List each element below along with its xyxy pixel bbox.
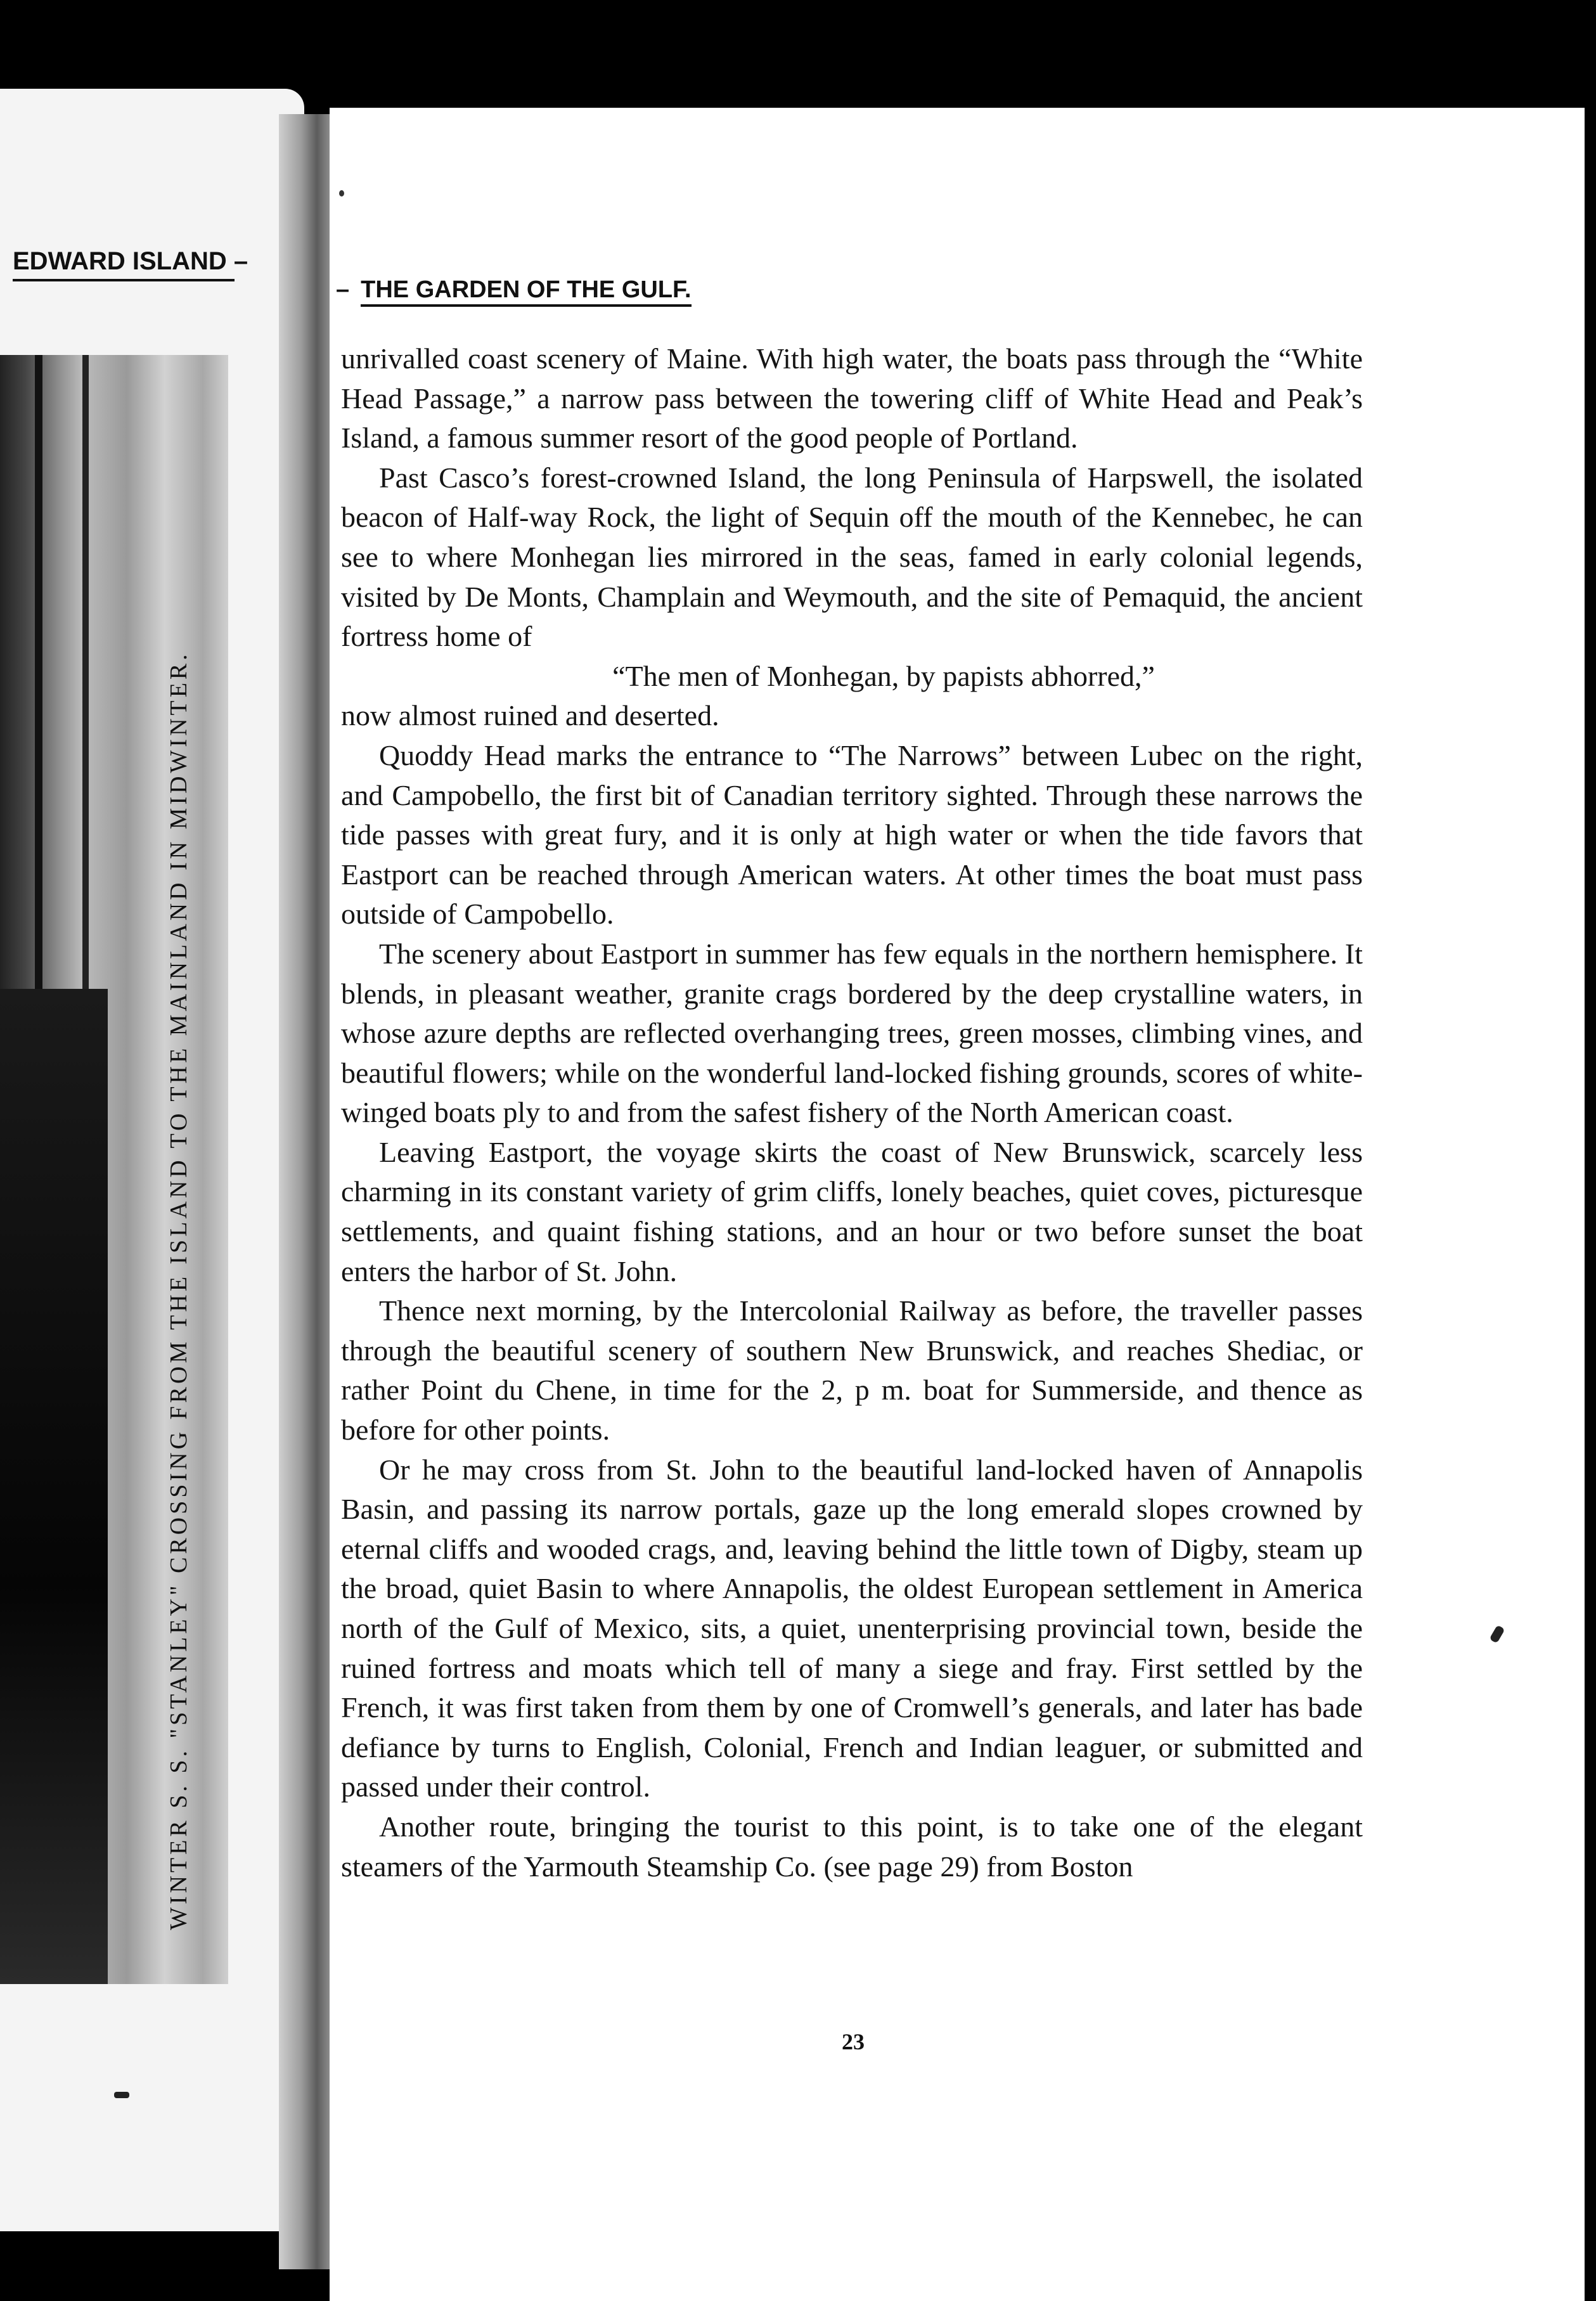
steamer-hull bbox=[0, 989, 108, 1984]
running-head-title: THE GARDEN OF THE GULF. bbox=[361, 276, 691, 307]
photo-caption: WINTER S. S. "STANLEY" CROSSING FROM THE ISLAND TO THE MAINLAND IN MIDWINTER. bbox=[165, 651, 192, 1930]
paragraph: Quoddy Head marks the entrance to “The Narrows” between Lubec on the right, and Campobello, the first bit of Canadian territory sighted. Through these narrows the tide passes with great fury, and it is only at high water or when the tide favors that Eastport can be reached through American waters. At other times the boat must pass outside of Campobello. bbox=[341, 738, 1363, 931]
ink-mark bbox=[114, 2092, 129, 2098]
verse-quote: “The men of Monhegan, by papists abhorred,” bbox=[612, 659, 1155, 692]
paragraph: Or he may cross from St. John to the beautiful land-locked haven of Annapolis Basin, and passing its narrow portals, gaze up the long emerald slopes crowned by eternal cliffs and wooded crags, and, leaving behind the little town of Digby, steam up the broad, quiet Basin to where Annapolis, the oldest European settlement in America north of the Gulf of Mexico, sits, a quiet, unenterprising provincial town, beside the ruined fortress and moats which tell of many a siege and fray. First settled by the French, it was first taken from them by one of Cromwell’s generals, and later has bade defiance by turns to English, Colonial, French and Indian leaguer, or submitted and passed under their control. bbox=[341, 1453, 1363, 1803]
dash-ornament: – bbox=[336, 276, 350, 303]
paragraph: Another route, bringing the tourist to this point, is to take one of the elegant steamers of the Yarmouth Steamship Co. (see page 29) from Boston bbox=[341, 1810, 1363, 1883]
running-head bbox=[336, 276, 692, 304]
paragraph: now almost ruined and deserted. bbox=[341, 699, 719, 732]
paragraph: Thence next morning, by the Intercolonial Railway as before, the traveller passes through the beautiful scenery of southern New Brunswick, and reaches Shediac, or rather Point du Chene, in time for the 2, p m. boat for Summerside, and thence as before for other points. bbox=[341, 1294, 1363, 1447]
facing-page-header bbox=[13, 247, 292, 276]
body-text bbox=[341, 339, 1363, 1886]
winter-steamer-photo bbox=[0, 355, 228, 1984]
ink-speck bbox=[339, 190, 344, 197]
header-rule bbox=[13, 279, 235, 281]
steamer-mast bbox=[35, 355, 42, 989]
paragraph: The scenery about Eastport in summer has few equals in the northern hemisphere. It blends, in pleasant weather, granite crags bordered by the deep crystalline waters, in whose azure depths are reflected overhanging trees, green mosses, climbing vines, and beautiful flowers; while on the wonderful land-locked fishing grounds, scores of white-winged boats ply to and from the safest fishery of the North American coast. bbox=[341, 937, 1363, 1129]
steamer-mast-secondary bbox=[82, 355, 89, 989]
paragraph: Leaving Eastport, the voyage skirts the coast of New Brunswick, scarcely less charming in its constant variety of grim cliffs, lonely beaches, quiet coves, picturesque settlements, and quaint fishing stations, and an hour or two before sunset the boat enters the harbor of St. John. bbox=[341, 1135, 1363, 1287]
paragraph: unrivalled coast scenery of Maine. With high water, the boats pass through the “White Head Passage,” a narrow pass between the towering cliff of White Head and Peak’s Island, a famous summer resort of the good people of Portland. bbox=[341, 342, 1363, 454]
facing-page bbox=[0, 89, 304, 2231]
page-number: 23 bbox=[842, 2029, 865, 2054]
paragraph: Past Casco’s forest-crowned Island, the long Peninsula of Harpswell, the isolated beacon of Half-way Rock, the light of Sequin off the mouth of the Kennebec, he can see to where Monhegan lies mirrored in the seas, famed in early colonial legends, visited by De Monts, Champlain and Weymouth, and the site of Pemaquid, the ancient fortress home of bbox=[341, 461, 1363, 653]
facing-page-header-text: EDWARD ISLAND bbox=[13, 247, 227, 275]
dash-ornament: – bbox=[233, 247, 248, 275]
